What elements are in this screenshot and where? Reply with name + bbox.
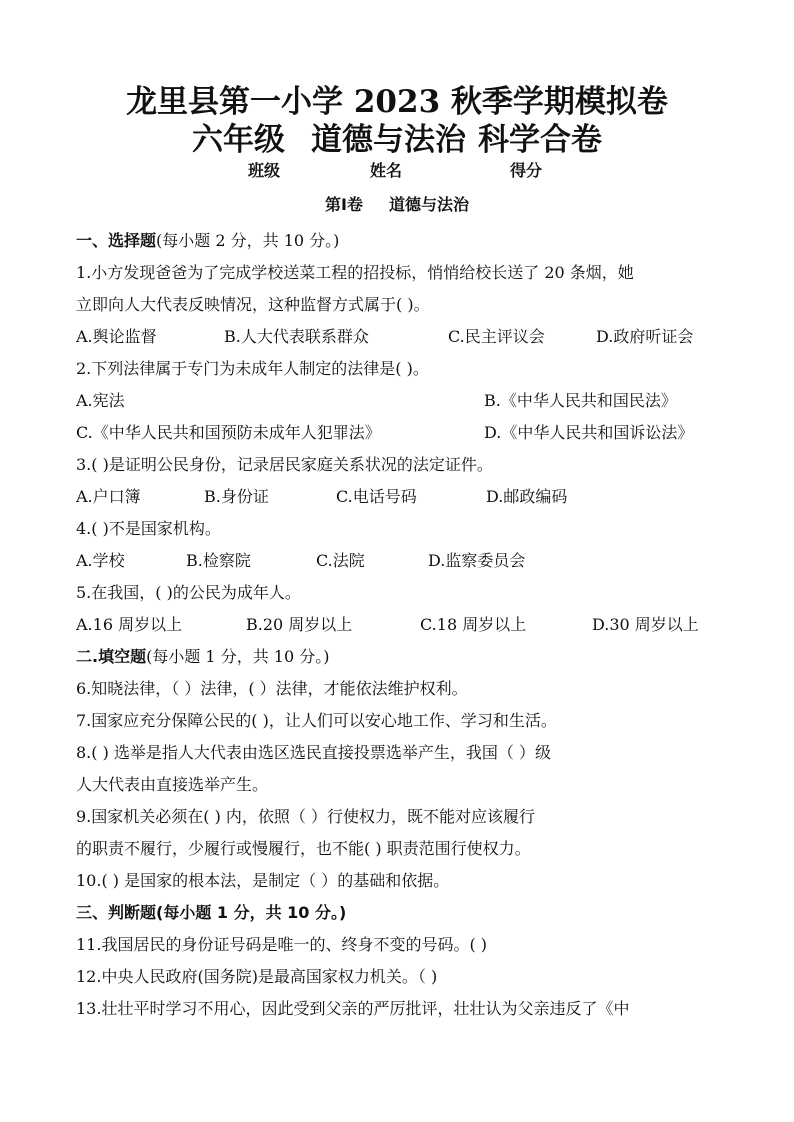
class-field-label: 班级 [248,161,281,180]
q4-option-a: A.学校 [76,551,125,570]
section-subject: 道德与法治 [388,195,469,214]
q7: 7.国家应充分保障公民的( )，让人们可以安心地工作、学习和生活。 [76,711,557,730]
q3-options [76,486,726,508]
q2-option-a: A.宪法 [76,391,125,410]
combined-label: 科学合卷 [478,122,602,158]
q4: 4.( )不是国家机构。 [76,519,221,538]
q1-options [76,326,726,348]
q2-option-b: B.《中华人民共和国民法》 [484,391,677,410]
part1-heading [76,230,726,252]
q5-option-a: A.16 周岁以上 [76,615,183,634]
q9-line2: 的职责不履行，少履行或慢履行，也不能( ) 职责范围行使权力。 [76,839,531,858]
q5-option-b: B.20 周岁以上 [246,615,353,634]
part1-heading-text: 一、选择题 [76,231,157,250]
q9-line1: 9.国家机关必须在( ) 内，依照（ ）行使权力，既不能对应该履行 [76,807,536,826]
q3-option-a: A.户口簿 [76,487,141,506]
q2-options-row2 [76,422,726,444]
q2-option-d: D.《中华人民共和国诉讼法》 [484,423,694,442]
exam-subtitle [0,114,794,159]
q13-line1: 13.壮壮平时学习不用心，因此受到父亲的严厉批评，壮壮认为父亲违反了《中 [76,999,630,1018]
score-field-label: 得分 [510,161,543,180]
q5-option-c: C.18 周岁以上 [420,615,527,634]
q2-options-row1 [76,390,726,412]
q10: 10.( ) 是国家的根本法，是制定（ ）的基础和依据。 [76,871,450,890]
q2-option-c: C.《中华人民共和国预防未成年人犯罪法》 [76,423,381,442]
section-title [0,192,794,215]
part3-heading: 三、判断题(每小题 1 分，共 10 分。) [76,903,347,922]
q1-option-c: C.民主评议会 [448,327,545,346]
q1-option-a: A.舆论监督 [76,327,157,346]
q12: 12.中央人民政府(国务院)是最高国家权力机关。（ ) [76,967,438,986]
q11: 11.我国居民的身份证号码是唯一的、终身不变的号码。( ) [76,935,488,954]
q8-line2: 人大代表由直接选举产生。 [76,775,269,794]
q1-option-d: D.政府听证会 [596,327,694,346]
name-field-label: 姓名 [370,161,403,180]
q3-option-b: B.身份证 [204,487,269,506]
q8-line1: 8.( ) 选举是指人大代表由选区选民直接投票选举产生，我国（ ）级 [76,743,552,762]
subject-label: 道德与法治 [311,122,466,158]
part1-note: (每小题 2 分，共 10 分。) [156,231,340,250]
q3-option-d: D.邮政编码 [486,487,568,506]
exam-title: 龙里县第一小学 2023 秋季学期模拟卷 [126,84,668,120]
grade-label: 六年级 [192,122,285,158]
q6: 6.知晓法律，（ ）法律，( ）法律，才能依法维护权利。 [76,679,468,698]
q5-options [76,614,726,636]
q1-option-b: B.人大代表联系群众 [224,327,369,346]
q5: 5.在我国，( )的公民为成年人。 [76,583,301,602]
part2-heading-text: 二.填空题 [76,647,147,666]
q4-option-c: C.法院 [316,551,365,570]
q1-line2: 立即向人大代表反映情况，这种监督方式属于( )。 [76,295,430,314]
q4-option-b: B.检察院 [186,551,251,570]
part2-note: (每小题 1 分，共 10 分。) [146,647,330,666]
section-label: 第Ⅰ卷 [325,195,363,214]
part2-heading [76,646,726,668]
q1-line1: 1.小方发现爸爸为了完成学校送菜工程的招投标，悄悄给校长送了 20 条烟，她 [76,263,634,282]
q3: 3.( )是证明公民身份，记录居民家庭关系状况的法定证件。 [76,455,493,474]
q4-option-d: D.监察委员会 [428,551,526,570]
q5-option-d: D.30 周岁以上 [592,615,699,634]
q3-option-c: C.电话号码 [336,487,417,506]
q2: 2.下列法律属于专门为未成年人制定的法律是( )。 [76,359,429,378]
q4-options [76,550,726,572]
